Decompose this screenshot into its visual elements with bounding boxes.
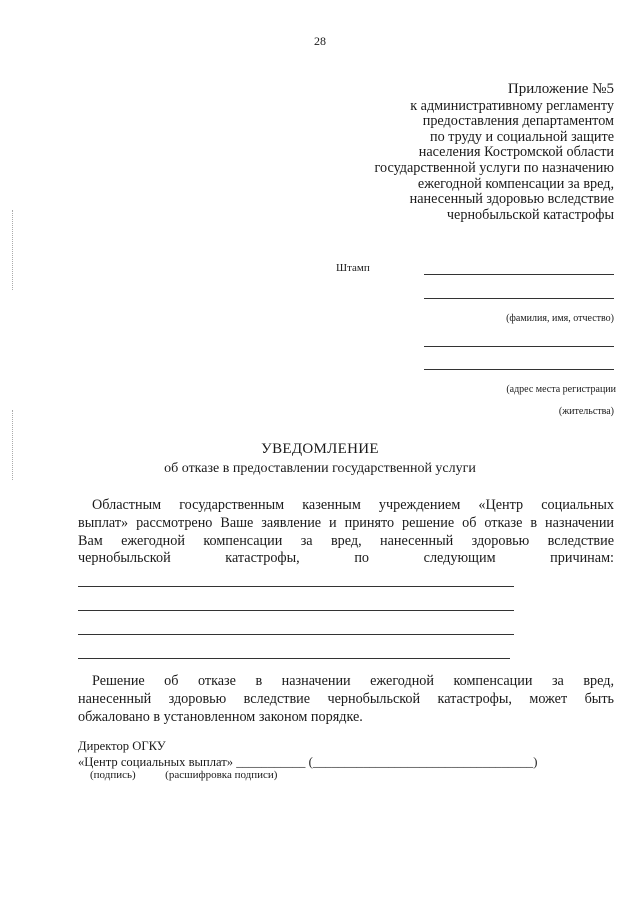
page-number: 28 [314, 34, 326, 48]
paragraph-line: Областным государственным казенным учреждением «Центр социальных [92, 497, 614, 513]
appendix-line: ежегодной компенсации за вред, [417, 175, 614, 192]
signature-block [78, 738, 537, 770]
appendix-title: Приложение №5 [507, 81, 614, 97]
paragraph-line: Решение об отказе в назначении ежегодной компенсации за вред, [92, 673, 614, 689]
appendix-header [294, 82, 614, 223]
address-blank-line-2 [424, 369, 614, 370]
appendix-line: к административному регламенту [410, 97, 614, 114]
reason-blank-line-1 [78, 586, 514, 587]
paragraph-line: нанесенный здоровью вследствие чернобыльской катастрофы, может быть [78, 690, 614, 707]
appendix-line: нанесенный здоровью вследствие [409, 191, 614, 208]
appendix-line: населения Костромской области [418, 144, 614, 161]
margin-scan-mark-top [12, 210, 14, 290]
appendix-line: предоставления департаментом [422, 113, 614, 130]
signature-caption-sign: (подпись) [90, 769, 136, 781]
notice-paragraph-1 [78, 497, 614, 568]
address-caption-cont: (жительства) [558, 406, 614, 417]
fio-caption: (фамилия, имя, отчество) [506, 313, 614, 324]
paragraph-line: обжаловано в установленном законом порядке. [78, 708, 363, 725]
notice-title: УВЕДОМЛЕНИЕ [261, 441, 379, 457]
paragraph-line: Вам ежегодной компенсации за вред, нанесенный здоровью вследствие [78, 532, 614, 549]
stamp-label: Штамп [336, 262, 370, 274]
address-blank-line-1 [424, 346, 614, 347]
fio-blank-line [424, 298, 614, 299]
appendix-line: государственной услуги по назначению [374, 159, 614, 176]
signature-captions [90, 769, 277, 781]
appendix-line: чернобыльской катастрофы [446, 206, 614, 223]
signature-line: «Центр социальных выплат» ___________ (___________________________________) [78, 755, 538, 769]
stamp-blank-line-1 [424, 274, 614, 275]
notice-subtitle: об отказе в предоставлении государственной услуги [164, 461, 476, 476]
appendix-line: по труду и социальной защите [429, 128, 614, 145]
notice-paragraph-2 [78, 673, 614, 726]
reason-blank-line-4 [78, 658, 510, 659]
reason-blank-line-2 [78, 610, 514, 611]
reason-blank-line-3 [78, 634, 514, 635]
paragraph-line: выплат» рассмотрено Ваше заявление и принято решение об отказе в назначении [78, 514, 614, 531]
signature-role: Директор ОГКУ [78, 739, 166, 753]
paragraph-line: чернобыльской катастрофы, по следующим причинам: [78, 550, 614, 567]
address-caption: (адрес места регистрации [506, 384, 616, 395]
signature-caption-decode: (расшифровка подписи) [165, 769, 278, 781]
